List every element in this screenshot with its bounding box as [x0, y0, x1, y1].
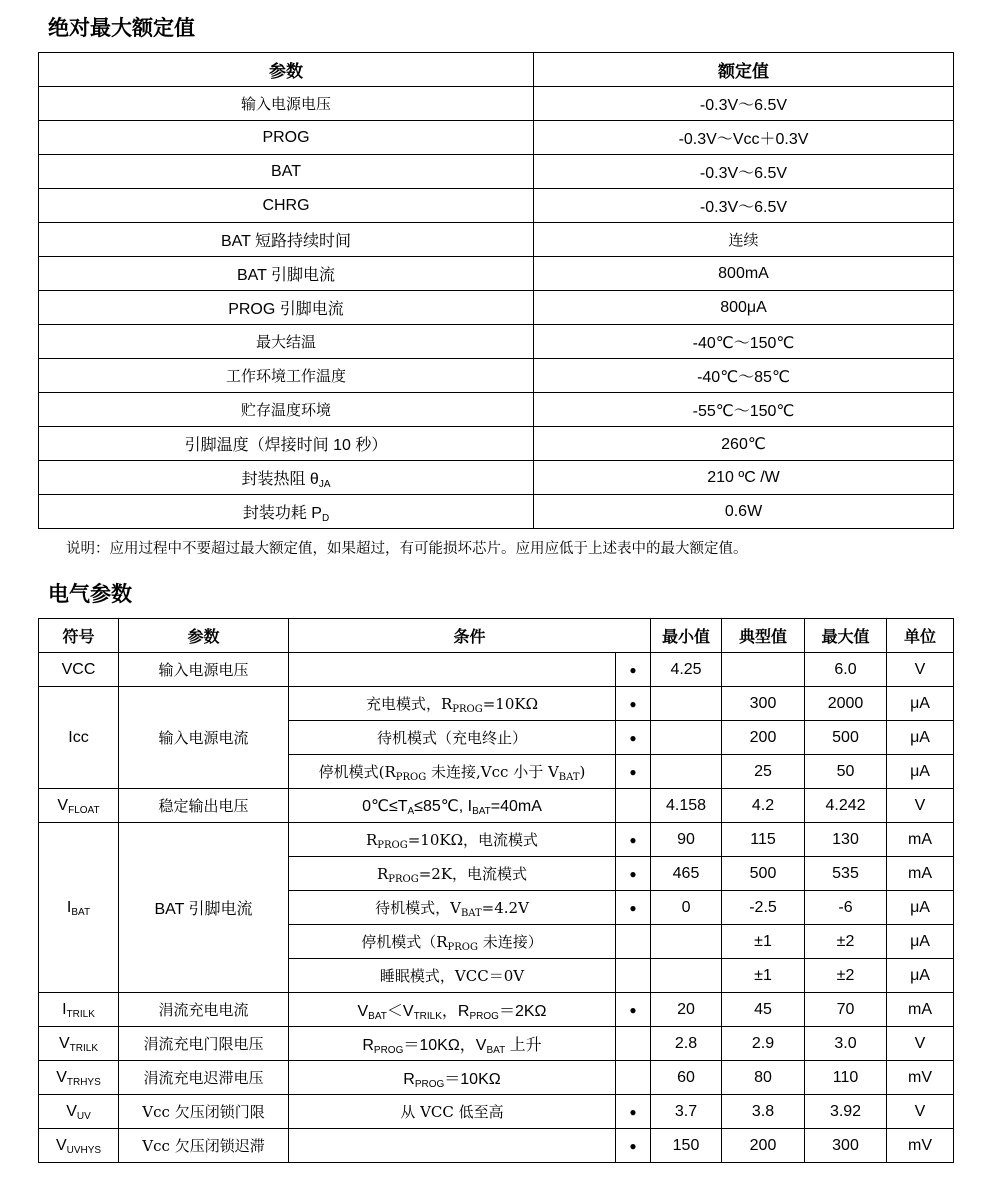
value-cell: 800μA [534, 291, 954, 325]
cond-text: ＜V [386, 1003, 414, 1020]
subscript: PROG [469, 1011, 499, 1022]
unit-cell: mA [887, 823, 954, 857]
typ-cell: ±1 [722, 925, 805, 959]
max-cell: 300 [805, 1129, 887, 1163]
min-cell [651, 687, 722, 721]
empty-cell [616, 789, 651, 823]
value-cell: 连续 [534, 223, 954, 257]
value-cell: -0.3V～6.5V [534, 189, 954, 223]
table-row [39, 1129, 954, 1163]
unit-cell: V [887, 1095, 954, 1129]
condition-cell [289, 857, 616, 891]
unit-cell: mA [887, 993, 954, 1027]
header-typ: 典型值 [722, 619, 805, 653]
header-param: 参数 [39, 53, 534, 87]
min-cell [651, 925, 722, 959]
param-cell: 稳定输出电压 [119, 789, 289, 823]
subscript: TRILK [413, 1011, 442, 1022]
electrical-params-table [38, 618, 954, 1163]
bullet-icon: ● [616, 653, 651, 687]
symbol-text: V [55, 1136, 67, 1154]
subscript: TRILK [69, 1042, 98, 1054]
condition-cell: 从 VCC 低至高 [289, 1095, 616, 1129]
value-cell: -40℃～150℃ [534, 325, 954, 359]
table-header-row [39, 619, 954, 653]
subscript: PROG [373, 1045, 404, 1056]
header-max: 最大值 [805, 619, 887, 653]
param-cell: 涓流充电门限电压 [119, 1027, 289, 1061]
cond-text: 上升 [505, 1037, 542, 1054]
subscript: TRHYS [66, 1076, 101, 1088]
max-cell: 70 [805, 993, 887, 1027]
unit-cell: V [887, 653, 954, 687]
param-cell: Vcc 欠压闭锁迟滞 [119, 1129, 289, 1163]
cond-text: 待机模式，V [375, 899, 461, 917]
table-row [39, 291, 954, 325]
max-cell: 6.0 [805, 653, 887, 687]
subscript: BAT [460, 908, 482, 919]
cond-text: =40mA [490, 797, 542, 815]
typ-cell: ±1 [722, 959, 805, 993]
param-cell: CHRG [39, 189, 534, 223]
condition-cell [289, 789, 616, 823]
subscript: FLOAT [68, 804, 100, 816]
subscript: A [407, 805, 415, 817]
condition-cell: 待机模式（充电终止） [289, 721, 616, 755]
table-row [39, 393, 954, 427]
value-cell: -40℃～85℃ [534, 359, 954, 393]
max-cell: 3.92 [805, 1095, 887, 1129]
param-cell: 最大结温 [39, 325, 534, 359]
section-title-electrical: 电气参数 [48, 583, 132, 606]
param-cell: BAT [39, 155, 534, 189]
cond-text: 未连接,Vcc 小于 V [426, 763, 559, 781]
header-unit: 单位 [887, 619, 954, 653]
bullet-icon: ● [616, 1129, 651, 1163]
min-cell: 2.8 [651, 1027, 722, 1061]
symbol-cell [39, 993, 119, 1027]
table-row [39, 359, 954, 393]
cond-text: =10KΩ [482, 695, 539, 713]
typ-cell: 3.8 [722, 1095, 805, 1129]
max-cell: 50 [805, 755, 887, 789]
cond-text: 停机模式（R [361, 933, 448, 951]
condition-cell [289, 1027, 616, 1061]
unit-cell: mV [887, 1129, 954, 1163]
cond-text: ≤85℃, I [414, 797, 473, 815]
symbol-cell [39, 789, 119, 823]
cond-text: =4.2V [481, 899, 529, 917]
min-cell [651, 755, 722, 789]
typ-cell: -2.5 [722, 891, 805, 925]
table-row [39, 427, 954, 461]
unit-cell: V [887, 1027, 954, 1061]
subscript: BAT [71, 906, 91, 918]
symbol-cell [39, 1027, 119, 1061]
empty-cell [616, 1027, 651, 1061]
param-cell [39, 461, 534, 495]
cond-text: R [362, 1037, 374, 1054]
max-cell: 130 [805, 823, 887, 857]
subscript: BAT [472, 805, 491, 817]
unit-cell: μA [887, 755, 954, 789]
condition-cell [289, 1061, 616, 1095]
unit-cell: V [887, 789, 954, 823]
param-cell: 贮存温度环境 [39, 393, 534, 427]
symbol-cell [39, 1129, 119, 1163]
max-cell: 535 [805, 857, 887, 891]
param-cell: Vcc 欠压闭锁门限 [119, 1095, 289, 1129]
subscript: BAT [486, 1045, 506, 1056]
condition-cell [289, 755, 616, 789]
bullet-icon: ● [616, 721, 651, 755]
table-row [39, 87, 954, 121]
param-cell: 工作环境工作温度 [39, 359, 534, 393]
symbol-text: V [66, 1102, 77, 1120]
param-cell [39, 495, 534, 529]
min-cell: 60 [651, 1061, 722, 1095]
symbol-cell [39, 1095, 119, 1129]
cond-text: R [365, 831, 378, 849]
symbol-text: I [62, 1000, 67, 1018]
value-cell: 0.6W [534, 495, 954, 529]
table-row [39, 687, 954, 721]
param-cell: 输入电源电压 [39, 87, 534, 121]
value-cell: 800mA [534, 257, 954, 291]
table-row [39, 823, 954, 857]
table-row [39, 155, 954, 189]
bullet-icon: ● [616, 755, 651, 789]
symbol-cell [39, 823, 119, 993]
min-cell [651, 959, 722, 993]
subscript: TRILK [66, 1008, 95, 1020]
table-row [39, 223, 954, 257]
param-cell: 涓流充电迟滞电压 [119, 1061, 289, 1095]
condition-cell [289, 1129, 616, 1163]
typ-cell: 200 [722, 1129, 805, 1163]
condition-cell [289, 891, 616, 925]
max-cell: ±2 [805, 959, 887, 993]
bullet-icon: ● [616, 823, 651, 857]
typ-cell: 300 [722, 687, 805, 721]
bullet-icon: ● [616, 857, 651, 891]
absolute-max-table [38, 52, 954, 529]
param-cell: 引脚温度（焊接时间 10 秒） [39, 427, 534, 461]
cond-text: 未连接） [477, 933, 543, 951]
unit-cell: μA [887, 721, 954, 755]
param-cell: PROG 引脚电流 [39, 291, 534, 325]
cond-text: V [357, 1003, 369, 1020]
subscript: PROG [388, 874, 419, 885]
param-text: 封装热阻 θ [241, 471, 319, 488]
cond-text: 充电模式，R [365, 695, 453, 713]
empty-cell [616, 925, 651, 959]
max-cell: 110 [805, 1061, 887, 1095]
value-cell: 260℃ [534, 427, 954, 461]
cond-text: ，R [441, 1003, 470, 1020]
symbol-cell [39, 1061, 119, 1095]
typ-cell: 80 [722, 1061, 805, 1095]
max-cell: ±2 [805, 925, 887, 959]
value-cell: -55℃～150℃ [534, 393, 954, 427]
note-text: 说明：应用过程中不要超过最大额定值，如果超过，有可能损坏芯片。应用应低于上述表中的最大额定值。 [66, 541, 748, 557]
typ-cell: 4.2 [722, 789, 805, 823]
subscript: PROG [377, 840, 408, 851]
condition-cell [289, 823, 616, 857]
param-cell: 涓流充电电流 [119, 993, 289, 1027]
unit-cell: mV [887, 1061, 954, 1095]
table-row [39, 653, 954, 687]
condition-cell [289, 653, 616, 687]
param-text: 封装功耗 P [242, 505, 322, 522]
typ-cell: 200 [722, 721, 805, 755]
section-title-absolute-max: 绝对最大额定值 [48, 17, 195, 40]
condition-cell: 睡眠模式，VCC＝0V [289, 959, 616, 993]
header-symbol: 符号 [39, 619, 119, 653]
unit-cell: μA [887, 687, 954, 721]
empty-cell [616, 959, 651, 993]
table-row [39, 189, 954, 223]
condition-cell [289, 993, 616, 1027]
max-cell: 4.242 [805, 789, 887, 823]
subscript: PROG [452, 704, 483, 715]
typ-cell: 2.9 [722, 1027, 805, 1061]
subscript: PROG [447, 942, 478, 953]
cond-text: =10KΩ，电流模式 [407, 831, 539, 849]
table-row [39, 461, 954, 495]
cond-text: ＝10KΩ [444, 1071, 501, 1088]
table-row [39, 325, 954, 359]
subscript: UVHYS [66, 1144, 102, 1156]
subscript: UV [76, 1110, 91, 1122]
value-cell: -0.3V～6.5V [534, 155, 954, 189]
max-cell: 500 [805, 721, 887, 755]
bullet-icon: ● [616, 993, 651, 1027]
min-cell: 150 [651, 1129, 722, 1163]
table-row [39, 789, 954, 823]
subscript: JA [318, 479, 331, 490]
table-row [39, 1027, 954, 1061]
symbol-cell: Icc [39, 687, 119, 789]
header-rating: 额定值 [534, 53, 954, 87]
bullet-icon: ● [616, 1095, 651, 1129]
table-row [39, 1095, 954, 1129]
min-cell: 0 [651, 891, 722, 925]
max-cell: 2000 [805, 687, 887, 721]
cond-text: =2K，电流模式 [418, 865, 528, 883]
typ-cell: 25 [722, 755, 805, 789]
symbol-text: V [58, 1034, 70, 1052]
cond-text: 停机模式(R [318, 763, 396, 781]
cond-text: 0℃≤T [362, 797, 408, 815]
table-row [39, 1061, 954, 1095]
min-cell: 90 [651, 823, 722, 857]
min-cell: 4.25 [651, 653, 722, 687]
param-cell: 输入电源电压 [119, 653, 289, 687]
subscript: PROG [395, 772, 427, 783]
subscript: PROG [414, 1079, 445, 1090]
param-cell: BAT 短路持续时间 [39, 223, 534, 257]
unit-cell: μA [887, 925, 954, 959]
condition-cell [289, 925, 616, 959]
symbol-cell: VCC [39, 653, 119, 687]
table-row [39, 121, 954, 155]
min-cell: 4.158 [651, 789, 722, 823]
subscript: BAT [558, 772, 580, 783]
table-header-row [39, 53, 954, 87]
unit-cell: mA [887, 857, 954, 891]
cond-text: ＝2KΩ [498, 1003, 547, 1020]
cond-text: ＝10KΩ，V [403, 1037, 487, 1054]
typ-cell [722, 653, 805, 687]
bullet-icon: ● [616, 687, 651, 721]
table-row [39, 495, 954, 529]
typ-cell: 45 [722, 993, 805, 1027]
symbol-text: V [57, 796, 69, 814]
cond-text: R [376, 865, 389, 883]
min-cell: 3.7 [651, 1095, 722, 1129]
subscript: D [321, 513, 330, 524]
subscript: BAT [368, 1011, 387, 1022]
header-param: 参数 [119, 619, 289, 653]
unit-cell: μA [887, 891, 954, 925]
table-row [39, 257, 954, 291]
param-cell: BAT 引脚电流 [119, 823, 289, 993]
bullet-icon: ● [616, 891, 651, 925]
typ-cell: 115 [722, 823, 805, 857]
header-min: 最小值 [651, 619, 722, 653]
param-cell: BAT 引脚电流 [39, 257, 534, 291]
condition-cell [289, 687, 616, 721]
param-cell: PROG [39, 121, 534, 155]
table-row [39, 993, 954, 1027]
value-cell: -0.3V～Vcc＋0.3V [534, 121, 954, 155]
max-cell: -6 [805, 891, 887, 925]
symbol-text: I [66, 898, 72, 916]
header-condition: 条件 [289, 619, 651, 653]
typ-cell: 500 [722, 857, 805, 891]
symbol-text: V [56, 1068, 67, 1086]
value-cell: -0.3V～6.5V [534, 87, 954, 121]
max-cell: 3.0 [805, 1027, 887, 1061]
value-cell: 210 ºC /W [534, 461, 954, 495]
unit-cell: μA [887, 959, 954, 993]
min-cell: 20 [651, 993, 722, 1027]
cond-text: ) [579, 763, 586, 781]
min-cell [651, 721, 722, 755]
cond-text: R [403, 1071, 415, 1088]
empty-cell [616, 1061, 651, 1095]
param-cell: 输入电源电流 [119, 687, 289, 789]
min-cell: 465 [651, 857, 722, 891]
